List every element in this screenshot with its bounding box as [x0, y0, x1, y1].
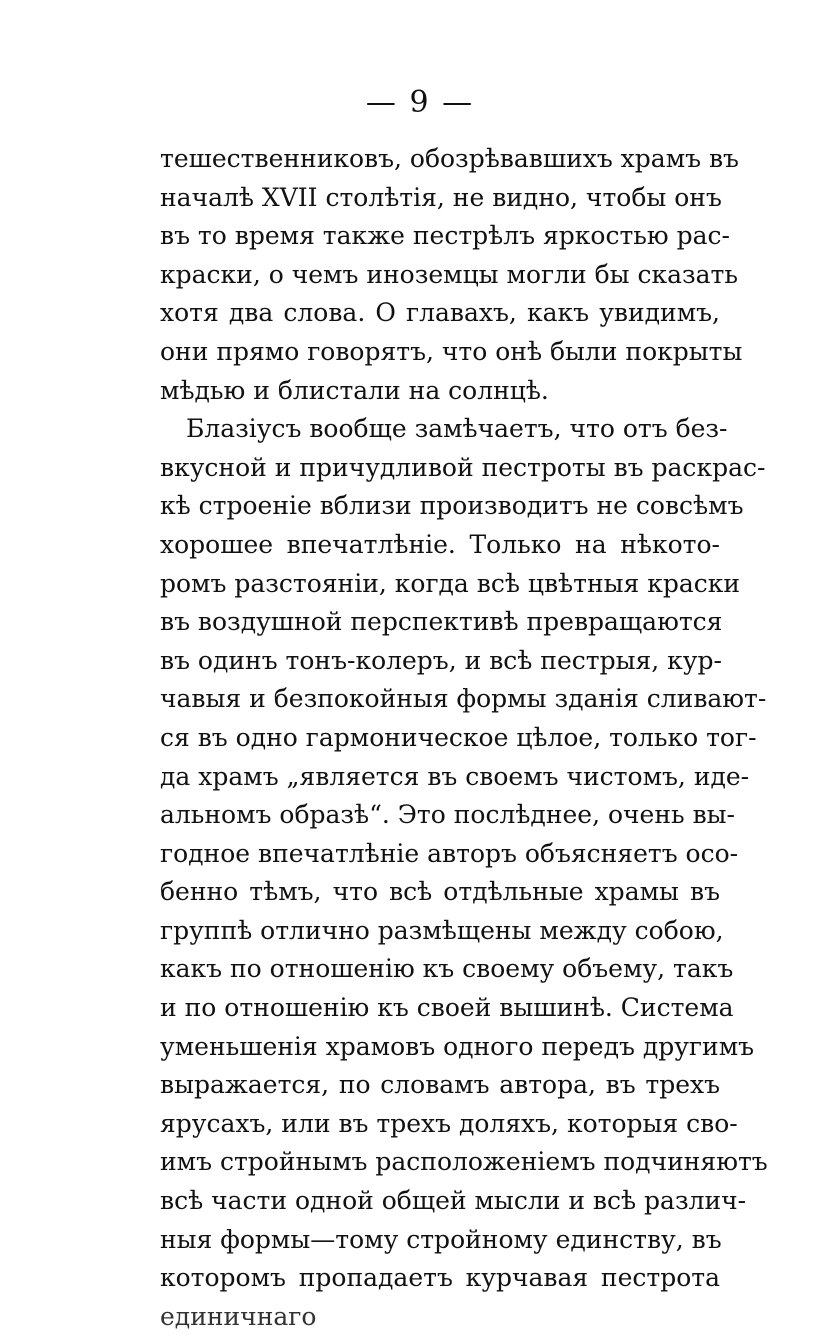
text-line: да храмъ „является въ своемъ чистомъ, иде- [160, 761, 750, 791]
text-line: ныя формы—тому стройному единству, въ [160, 1224, 722, 1254]
text-line: чавыя и безпокойныя формы зданія сливают- [160, 684, 767, 714]
text-line: хорошее впечатлѣніе. Только на нѣкото- [160, 529, 720, 559]
text-line: въ одинъ тонъ-колеръ, и всѣ пестрыя, кур- [160, 645, 722, 675]
text-line: группѣ отлично размѣщены между собою, [160, 915, 724, 945]
text-line: имъ стройнымъ расположеніемъ подчиняютъ [160, 1147, 768, 1177]
text-line: тешественниковъ, обозрѣвавшихъ храмъ въ [160, 144, 739, 173]
text-line: хотя два слова. О главахъ, какъ увидимъ, [160, 298, 720, 328]
text-line: мѣдью и блистали на солнцѣ. [160, 375, 549, 405]
text-line: выражается, по словамъ автора, въ трехъ [160, 1070, 720, 1100]
page-number: — 9 — [365, 85, 475, 120]
body-text [160, 140, 768, 1331]
text-line: годное впечатлѣніе авторъ объясняетъ осо- [160, 838, 739, 868]
text-line: ромъ разстояніи, когда всѣ цвѣтныя краски [160, 568, 741, 598]
text-line: бенно тѣмъ, что всѣ отдѣльные храмы въ [160, 877, 720, 907]
text-line: Блазіусъ вообще замѣчаетъ, что отъ без- [186, 414, 728, 444]
cut-off-line: единичнаго [160, 1301, 317, 1331]
text-line: ярусахъ, или въ трехъ доляхъ, которыя сво- [160, 1108, 738, 1138]
text-line: и по отношенію къ своей вышинѣ. Система [160, 993, 734, 1023]
text-line: вкусной и причудливой пестроты въ раскрас- [160, 452, 766, 482]
text-line: краски, о чемъ иноземцы могли бы сказать [160, 259, 739, 289]
text-line: началѣ XVII столѣтія, не видно, чтобы онъ [160, 182, 722, 212]
text-line: въ то время также пестрѣлъ яркостью рас- [160, 221, 730, 251]
text-line: которомъ пропадаетъ курчавая пестрота [160, 1263, 720, 1293]
text-line: въ воздушной перспективѣ превращаются [160, 607, 723, 637]
text-line: они прямо говорятъ, что онѣ были покрыты [160, 336, 743, 366]
text-line: какъ по отношенію къ своему объему, такъ [160, 954, 734, 984]
text-line: кѣ строеніе вблизи производитъ не совсѣмъ [160, 491, 744, 521]
text-line: всѣ части одной общей мысли и всѣ различ- [160, 1186, 747, 1216]
text-line: ся въ одно гармоническое цѣлое, только тог- [160, 722, 757, 752]
text-line: альномъ образѣ“. Это послѣднее, очень вы- [160, 800, 735, 830]
text-line: уменьшенія храмовъ одного передъ другимъ [160, 1031, 755, 1061]
